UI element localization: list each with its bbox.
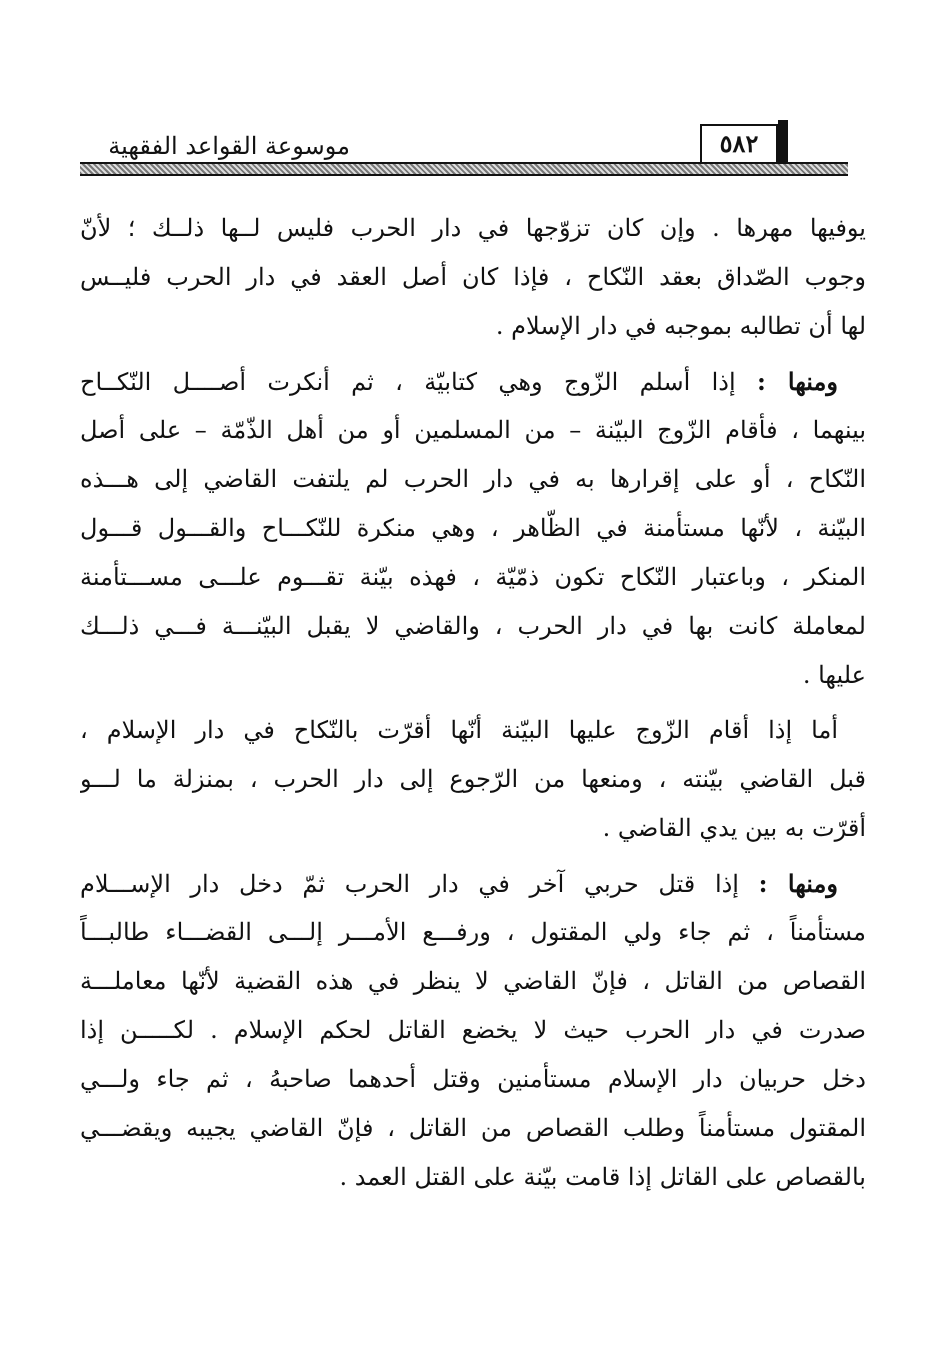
text-line-content: إذا أسلم الزّوج وهي كتابيّة ، ثم أنكرت أصــــل النّكــاح [80, 368, 736, 396]
text-line: يوفيها مهرها . وإن كان تزوّجها في دار الحرب فليس لــها ذلــك ؛ لأنّ [80, 214, 866, 242]
text-line [80, 357, 866, 406]
lead-word: ومنها : [757, 367, 838, 396]
text-line: المقتول مستأمناً وطلب القصاص من القاتل ، فإنّ القاضي يجيبه ويقضـــي [80, 1114, 866, 1142]
text-line: بينهما ، فأقام الزّوج البيّنة – من المسلمين أو من أهل الذّمّة – على أصل [80, 416, 866, 444]
text-line: أقرّت به بين يدي القاضي . [602, 814, 866, 842]
lead-word: ومنها : [758, 869, 838, 898]
text-line: المنكر ، وباعتبار النّكاح تكون ذمّيّة ، فهذه بيّنة تقـــوم علـــى مســـتأمنة [80, 563, 866, 591]
text-line: دخل حربيان دار الإسلام مستأمنين وقتل أحدهما صاحبهُ ، ثم جاء ولـــي [80, 1065, 866, 1093]
text-line: أما إذا أقام الزّوج عليها البيّنة أنّها أقرّت بالنّكاح في دار الإسلام ، [80, 716, 838, 744]
text-line: بالقصاص على القاتل إذا قامت بيّنة على القتل العمد . [339, 1163, 866, 1191]
text-line [80, 859, 866, 908]
text-line: النّكاح ، أو على إقرارها به في دار الحرب لم يلتفت القاضي إلى هـــذه [80, 465, 866, 493]
page-number: ٥٨٢ [700, 124, 778, 162]
body-text [80, 204, 866, 1208]
paragraph-1 [80, 204, 866, 351]
paragraph-3 [80, 706, 866, 853]
text-line-content: إذا قتل حربي آخر في دار الحرب ثمّ دخل دار الإســـلام [80, 870, 739, 898]
running-header-title: موسوعة القواعد الفقهية [108, 132, 350, 160]
text-line: قبل القاضي بيّنته ، ومنعها من الرّجوع إلى دار الحرب ، بمنزلة ما لـــو [80, 765, 866, 793]
paragraph-2 [80, 357, 866, 700]
text-line: مستأمناً ، ثم جاء ولي المقتول ، ورفـــع الأمـــر إلـــى القضـــاء طالبـــاً [80, 918, 866, 946]
text-line: صدرت في دار الحرب حيث لا يخضع القاتل لحكم الإسلام . لكـــــن إذا [80, 1016, 866, 1044]
text-line: لها أن تطالبه بموجبه في دار الإسلام . [495, 312, 866, 340]
text-line: القصاص من القاتل ، فإنّ القاضي لا ينظر في هذه القضية لأنّها معاملـــة [80, 967, 866, 995]
text-line: لمعاملة كانت بها في دار الحرب ، والقاضي لا يقبل البيّنـــة فـــي ذلـــك [80, 612, 866, 640]
text-line: وجوب الصّداق بعقد النّكاح ، فإذا كان أصل العقد في دار الحرب فليــس [80, 263, 866, 291]
text-line: البيّنة ، لأنّها مستأمنة في الظّاهر ، وهي منكرة للنّكـــاح والقـــول قـــول [80, 514, 866, 542]
page-number-bar [778, 120, 788, 166]
text-line: عليها . [802, 661, 866, 689]
header-rule [80, 162, 848, 176]
paragraph-4 [80, 859, 866, 1202]
